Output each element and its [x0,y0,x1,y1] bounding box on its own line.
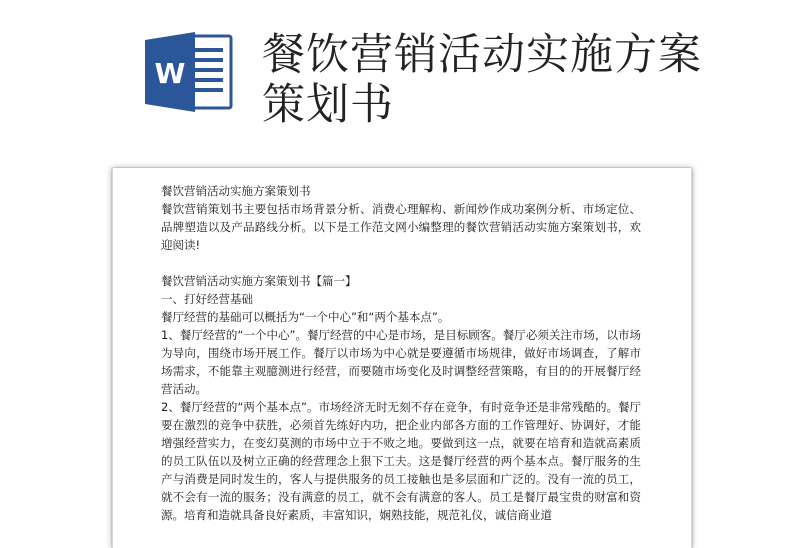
doc-section-title: 餐饮营销活动实施方案策划书【篇一】 [161,274,357,288]
page-header [0,0,800,160]
doc-paragraph: 餐厅经营的基础可以概括为“一个中心”和“两个基本点”。 [161,310,450,324]
paragraph-spacer [161,254,641,272]
document-body [161,182,641,524]
doc-paragraph: 1、餐厅经营的“一个中心”。餐厅经营的中心是市场，是目标顾客。餐厅必须关注市场，以市场为导向，围绕市场开展工作。餐厅以市场为中心就是要遵循市场规律，做好市场调查，了解市场需求，不能靠主观臆测进行经营，而要随市场变化及时调整经营策略，有目的的开展餐厅经营活动。 [161,328,641,396]
doc-subheading: 一、打好经营基础 [161,292,253,306]
doc-intro-paragraph: 餐饮营销策划书主要包括市场背景分析、消费心理解构、新闻炒作成功案例分析、市场定位、品牌塑造以及产品路线分析。以下是工作范文网小编整理的餐饮营销活动实施方案策划书，欢迎阅读! [161,202,641,252]
document-page [112,168,692,548]
doc-paragraph: 2、餐厅经营的“两个基本点”。市场经济无时无刻不存在竞争，有时竞争还是非常残酷的。餐厅要在激烈的竞争中获胜，必须首先练好内功，把企业内部各方面的工作管理好、协调好，才能增强经营实力，在变幻莫测的市场中立于不败之地。要做到这一点，就要在培育和造就高素质的员工队伍以及树立正确的经营理念上狠下工夫。这是餐厅经营的两个基本点。餐厅服务的生产与消费是同时发生的，客人与提供服务的员工接触也是多层面和广泛的。没有一流的员工，就不会有一流的服务；没有满意的员工，就不会有满意的客人。员工是餐厅最宝贵的财富和资源。培育和造就具备良好素质，丰富知识，娴熟技能，规范礼仪，诚信商业道 [161,400,641,522]
word-document-icon [143,30,235,114]
doc-heading: 餐饮营销活动实施方案策划书 [161,184,311,198]
page-title: 餐饮营销活动实施方案策划书 [262,30,702,130]
word-icon-letter: W [154,57,186,90]
